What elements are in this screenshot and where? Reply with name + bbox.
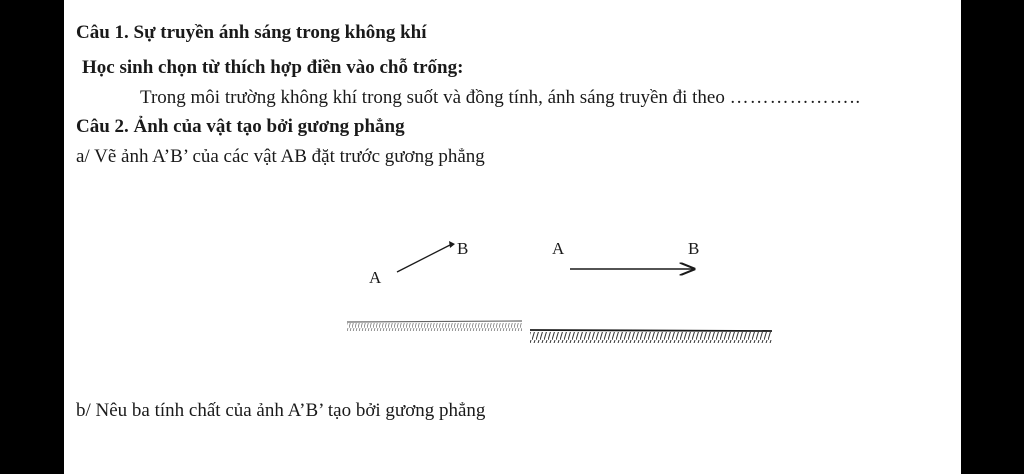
left-point-b-marker <box>449 241 455 248</box>
fill-in-sentence: Trong môi trường không khí trong suốt và đồng tính, ánh sáng truyền đi theo <box>140 87 725 108</box>
question-2-part-a: a/ Vẽ ảnh A’B’ của các vật AB đặt trước gương phẳng <box>76 146 485 167</box>
question-1-instruction: Học sinh chọn từ thích hợp điền vào chỗ trống: <box>82 57 464 78</box>
right-object <box>552 239 699 269</box>
right-label-a: A <box>552 239 565 258</box>
left-object <box>369 239 468 287</box>
question-2-title: Câu 2. Ảnh của vật tạo bởi gương phẳng <box>76 116 405 137</box>
question-1-title: Câu 1. Sự truyền ánh sáng trong không khí <box>76 22 427 43</box>
right-label-b: B <box>688 239 700 258</box>
left-label-b: B <box>457 239 469 258</box>
left-label-a: A <box>369 268 382 287</box>
question-2-part-b: b/ Nêu ba tính chất của ảnh A’B’ tạo bởi gương phẳng <box>76 400 486 421</box>
right-mirror <box>530 330 772 343</box>
fill-in-blank[interactable]: ……………….. <box>729 87 862 108</box>
worksheet-page <box>64 0 961 474</box>
left-object-line <box>397 245 450 272</box>
left-mirror <box>347 321 522 331</box>
